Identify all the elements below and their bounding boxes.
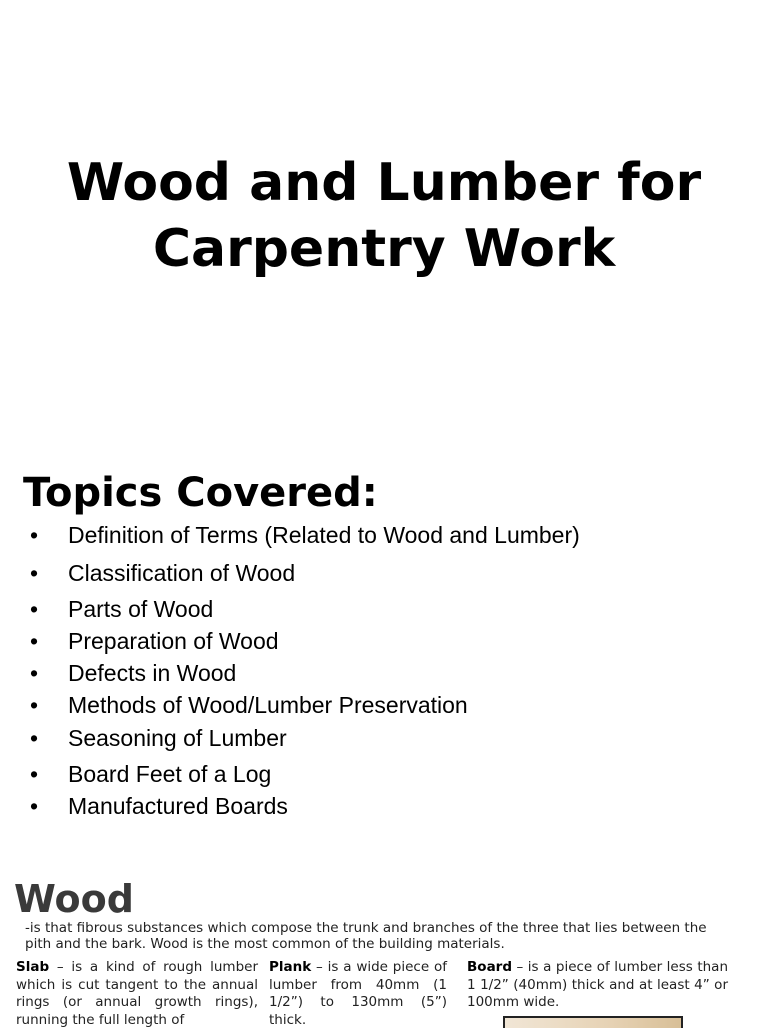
topic-label: Defects in Wood: [68, 660, 237, 686]
board-text: – is a piece of lumber less than 1 1/2” (40mm) thick and at least 4” or 100mm wide.: [467, 959, 728, 1010]
bullet-icon: •: [30, 628, 39, 654]
bullet-icon: •: [30, 761, 39, 787]
topics-slide: [0, 440, 768, 860]
bullet-icon: •: [30, 660, 39, 686]
topics-heading: Topics Covered:: [23, 470, 378, 516]
topic-label: Preparation of Wood: [68, 628, 279, 654]
slab-text: – is a kind of rough lumber which is cut tangent to the annual rings (or annual growth rings), running the full length of: [16, 959, 258, 1028]
page-title: [0, 150, 768, 282]
topic-item: [30, 792, 288, 820]
topic-item: [30, 627, 279, 655]
title-line-1: Wood and Lumber for: [66, 153, 702, 213]
bullet-icon: •: [30, 725, 39, 751]
slab-definition: [16, 959, 258, 1029]
wood-slide: [0, 860, 768, 1028]
topic-item: [30, 521, 580, 549]
board-definition: [467, 959, 728, 1012]
plank-text: – is a wide piece of lumber from 40mm (1 1/2”) to 130mm (5”) thick.: [269, 959, 447, 1028]
topic-item: [30, 659, 236, 687]
topic-item: [30, 559, 295, 587]
slab-term: Slab: [16, 959, 50, 975]
bullet-icon: •: [30, 596, 39, 622]
title-line-2: Carpentry Work: [152, 219, 616, 279]
topic-label: Seasoning of Lumber: [68, 725, 287, 751]
topic-item: [30, 595, 213, 623]
plank-definition: [269, 959, 447, 1029]
title-slide: [0, 0, 768, 440]
topic-label: Manufactured Boards: [68, 793, 288, 819]
topic-item: [30, 724, 287, 752]
wood-definition: -is that fibrous substances which compose the trunk and branches of the three that lies between the pith and the bark. Wood is the most common of the building materials.: [25, 920, 707, 952]
board-term: Board: [467, 959, 512, 975]
wood-heading: Wood: [14, 877, 134, 921]
bullet-icon: •: [30, 793, 39, 819]
board-image: [503, 1016, 683, 1028]
bullet-icon: •: [30, 560, 39, 586]
topic-label: Methods of Wood/Lumber Preservation: [68, 692, 468, 718]
topic-item: [30, 760, 271, 788]
topic-item: [30, 691, 468, 719]
bullet-icon: •: [30, 692, 39, 718]
plank-term: Plank: [269, 959, 312, 975]
bullet-icon: •: [30, 522, 39, 548]
topic-label: Definition of Terms (Related to Wood and Lumber): [68, 522, 580, 548]
topic-label: Classification of Wood: [68, 560, 296, 586]
topic-label: Parts of Wood: [68, 596, 214, 622]
topic-label: Board Feet of a Log: [68, 761, 272, 787]
